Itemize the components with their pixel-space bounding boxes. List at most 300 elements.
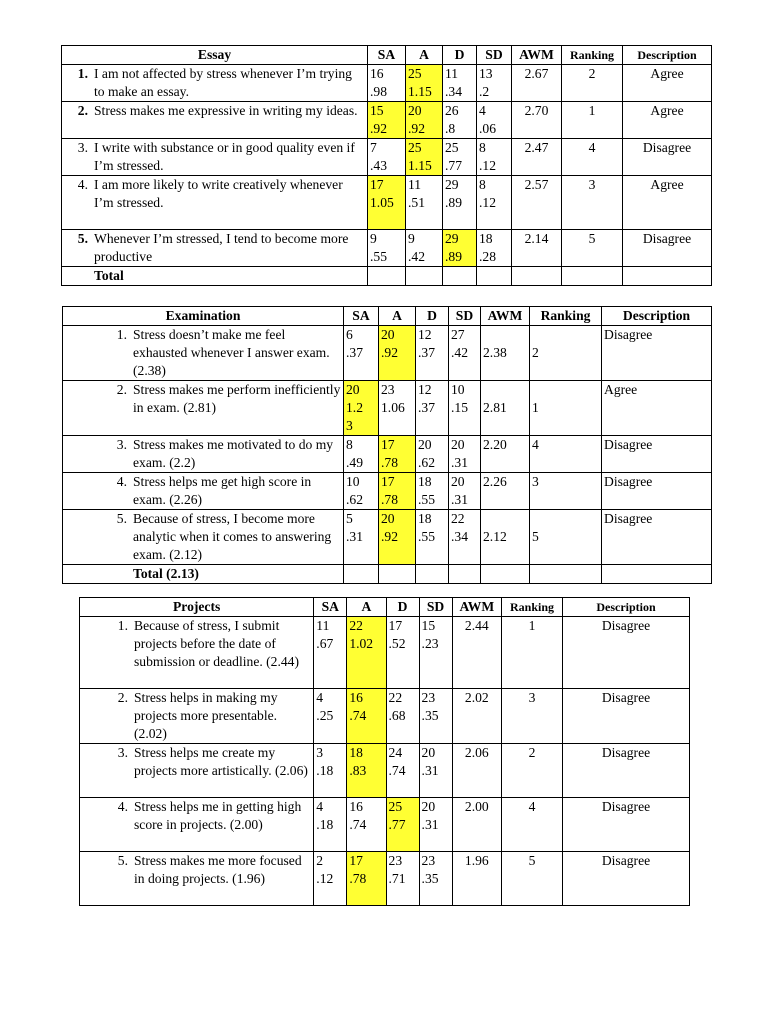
d-count: 26	[445, 103, 459, 118]
sd-count: 20	[451, 437, 465, 452]
d-cell	[416, 326, 449, 381]
sa-weighted: .37	[346, 345, 363, 360]
a-cell	[347, 852, 386, 906]
a-cell	[347, 689, 386, 744]
sd-cell	[449, 381, 481, 436]
a-weighted: 1.06	[381, 400, 405, 415]
sa-cell	[314, 689, 347, 744]
sa-weighted: .43	[370, 158, 387, 173]
sd-weighted: .23	[421, 636, 439, 651]
a-weighted: .83	[349, 763, 367, 778]
a-count: 22	[349, 618, 363, 633]
description-value: Disagree	[562, 689, 689, 744]
sa-weighted: .55	[370, 249, 387, 264]
awm-value: 2.44	[452, 617, 502, 689]
col-header-description: Description	[623, 46, 712, 65]
table-header-row	[62, 46, 712, 65]
examination-table	[62, 306, 712, 584]
item-number: 4.	[116, 474, 127, 489]
col-header-d: D	[416, 307, 449, 326]
question-cell	[80, 689, 314, 744]
awm-value: 2.70	[512, 102, 562, 139]
ranking-value: 4	[502, 798, 563, 852]
sa-weighted: .12	[316, 871, 334, 886]
item-number: 4.	[117, 799, 128, 814]
item-number: 3.	[117, 745, 128, 760]
sa-weighted: .98	[370, 84, 387, 99]
col-header-sa: SA	[368, 46, 406, 65]
question-text: Stress helps in making my projects more presentable. (2.02)	[134, 690, 278, 741]
item-number: 1.	[116, 327, 127, 342]
question-text: I write with substance or in good quality even if I’m stressed.	[94, 140, 355, 173]
d-count: 12	[418, 382, 432, 397]
a-cell	[406, 65, 443, 102]
ranking-value: 3	[562, 176, 623, 230]
d-cell	[386, 798, 419, 852]
ranking-value: 2	[530, 326, 602, 381]
a-weighted: .42	[408, 249, 425, 264]
sa-count: 11	[316, 618, 330, 633]
a-count: 17	[349, 853, 363, 868]
description-value: Agree	[623, 102, 712, 139]
sd-cell	[477, 65, 512, 102]
table-row	[63, 436, 712, 473]
question-text: Because of stress, I become more analytic when it comes to answering exam. (2.12)	[133, 511, 332, 562]
d-count: 20	[418, 437, 432, 452]
col-header-awm: AWM	[481, 307, 530, 326]
sa-weighted: .31	[346, 529, 363, 544]
sd-count: 18	[479, 231, 493, 246]
a-weighted: .78	[381, 492, 398, 507]
question-text: Stress makes me more focused in doing projects. (1.96)	[134, 853, 302, 886]
sd-count: 10	[451, 382, 465, 397]
sd-cell	[419, 798, 452, 852]
description-value: Agree	[602, 381, 712, 436]
d-count: 22	[388, 690, 403, 705]
question-cell	[62, 139, 368, 176]
a-weighted: 1.02	[349, 636, 374, 651]
sa-weighted: .18	[316, 817, 334, 832]
d-weighted: .89	[445, 195, 462, 210]
description-value: Disagree	[602, 436, 712, 473]
question-text: Stress doesn’t make me feel exhausted whenever I answer exam. (2.38)	[133, 327, 330, 378]
sd-cell	[419, 852, 452, 906]
a-weighted: 1.15	[408, 158, 432, 173]
a-count: 17	[381, 474, 395, 489]
sd-count: 15	[421, 618, 436, 633]
ranking-value: 5	[530, 510, 602, 565]
col-header-description: Description	[562, 598, 689, 617]
sd-weighted: .35	[421, 708, 439, 723]
d-count: 18	[418, 474, 432, 489]
sa-cell	[368, 102, 406, 139]
d-cell	[416, 381, 449, 436]
d-count: 29	[445, 177, 459, 192]
d-cell	[386, 617, 419, 689]
question-text: Stress helps me create my projects more artistically. (2.06)	[134, 745, 308, 778]
sa-weighted: 1.05	[370, 195, 394, 210]
question-text: Whenever I’m stressed, I tend to become more productive	[94, 231, 349, 264]
ranking-value: 5	[502, 852, 563, 906]
sa-count: 9	[370, 231, 377, 246]
col-header-description: Description	[602, 307, 712, 326]
table-row	[62, 65, 712, 102]
sd-count: 20	[451, 474, 465, 489]
a-weighted: .78	[381, 455, 398, 470]
sd-count: 8	[479, 140, 486, 155]
sd-cell	[449, 436, 481, 473]
sd-cell	[477, 230, 512, 267]
sa-count: 4	[316, 799, 324, 814]
total-label: Total (2.13)	[63, 565, 344, 584]
sa-cell	[314, 744, 347, 798]
question-cell	[63, 436, 344, 473]
question-cell	[80, 798, 314, 852]
ranking-value: 4	[562, 139, 623, 176]
total-cell	[62, 267, 368, 286]
awm-value: 2.00	[452, 798, 502, 852]
col-header-awm: AWM	[452, 598, 502, 617]
table-row	[62, 176, 712, 230]
a-count: 20	[381, 511, 395, 526]
a-weighted: .78	[349, 871, 367, 886]
d-cell	[416, 436, 449, 473]
total-row	[63, 565, 712, 584]
col-header-ranking: Ranking	[502, 598, 563, 617]
d-count: 25	[445, 140, 459, 155]
a-count: 9	[408, 231, 415, 246]
d-count: 12	[418, 327, 432, 342]
sa-cell	[368, 65, 406, 102]
table-title: Essay	[62, 46, 368, 65]
a-cell	[347, 798, 386, 852]
a-count: 11	[408, 177, 422, 192]
sa-weighted: .92	[370, 121, 387, 136]
sa-cell	[314, 852, 347, 906]
d-cell	[386, 744, 419, 798]
sa-count: 4	[316, 690, 324, 705]
description-value: Agree	[623, 65, 712, 102]
sd-weighted: .31	[451, 455, 468, 470]
a-cell	[379, 473, 416, 510]
question-text: Stress helps me in getting high score in projects. (2.00)	[134, 799, 302, 832]
a-weighted: .74	[349, 708, 367, 723]
sa-weighted: .18	[316, 763, 334, 778]
sa-count: 20	[346, 382, 360, 397]
d-weighted: .52	[388, 636, 406, 651]
sd-count: 23	[421, 690, 436, 705]
item-number: 4.	[77, 177, 88, 192]
d-cell	[416, 510, 449, 565]
col-header-ranking: Ranking	[530, 307, 602, 326]
question-text: I am not affected by stress whenever I’m trying to make an essay.	[94, 66, 352, 99]
awm-value: 2.20	[481, 436, 530, 473]
sd-weighted: .35	[421, 871, 439, 886]
sa-weighted: .62	[346, 492, 363, 507]
d-weighted: .71	[388, 871, 406, 886]
d-count: 11	[445, 66, 459, 81]
awm-value: 2.67	[512, 65, 562, 102]
d-count: 17	[388, 618, 403, 633]
table-row	[62, 230, 712, 267]
sa-weighted: .25	[316, 708, 334, 723]
col-header-d: D	[443, 46, 477, 65]
sd-count: 20	[421, 745, 436, 760]
sa-cell	[314, 798, 347, 852]
a-cell	[347, 744, 386, 798]
sa-cell	[344, 381, 379, 436]
description-value: Disagree	[602, 510, 712, 565]
total-row	[62, 267, 712, 286]
sa-cell	[344, 510, 379, 565]
awm-value: 2.06	[452, 744, 502, 798]
table-row	[80, 744, 690, 798]
d-cell	[443, 176, 477, 230]
question-cell	[63, 381, 344, 436]
d-cell	[416, 473, 449, 510]
table-row	[80, 689, 690, 744]
sa-count: 10	[346, 474, 360, 489]
sd-weighted: .31	[421, 763, 439, 778]
a-count: 18	[349, 745, 363, 760]
col-header-a: A	[379, 307, 416, 326]
sa-weighted: .49	[346, 455, 363, 470]
ranking-value: 1	[502, 617, 563, 689]
question-cell	[63, 326, 344, 381]
sd-cell	[449, 510, 481, 565]
a-cell	[406, 176, 443, 230]
sa-weighted: .67	[316, 636, 334, 651]
ranking-value: 1	[562, 102, 623, 139]
sd-count: 27	[451, 327, 465, 342]
a-count: 25	[408, 140, 422, 155]
a-count: 25	[408, 66, 422, 81]
table-header-row	[80, 598, 690, 617]
sd-weighted: .42	[451, 345, 468, 360]
item-number: 2.	[117, 690, 128, 705]
question-cell	[62, 65, 368, 102]
d-cell	[443, 102, 477, 139]
description-value: Disagree	[623, 139, 712, 176]
item-number: 5.	[116, 511, 127, 526]
d-count: 25	[388, 799, 403, 814]
sd-count: 20	[421, 799, 436, 814]
ranking-value: 3	[530, 473, 602, 510]
table-row	[63, 473, 712, 510]
description-value: Agree	[623, 176, 712, 230]
a-cell	[347, 617, 386, 689]
sd-cell	[419, 617, 452, 689]
question-cell	[62, 102, 368, 139]
col-header-d: D	[386, 598, 419, 617]
table-title: Projects	[80, 598, 314, 617]
a-weighted: .92	[408, 121, 425, 136]
col-header-sd: SD	[477, 46, 512, 65]
sa-cell	[368, 139, 406, 176]
question-cell	[80, 852, 314, 906]
awm-value: 1.96	[452, 852, 502, 906]
table-header-row	[63, 307, 712, 326]
projects-table	[79, 597, 690, 906]
d-weighted: .34	[445, 84, 462, 99]
d-weighted: .37	[418, 400, 435, 415]
sa-count: 6	[346, 327, 353, 342]
awm-value: 2.38	[481, 326, 530, 381]
d-cell	[443, 139, 477, 176]
question-text: Stress makes me perform inefficiently in exam. (2.81)	[133, 382, 341, 415]
ranking-value: 5	[562, 230, 623, 267]
a-weighted: .74	[349, 817, 367, 832]
sd-cell	[419, 744, 452, 798]
a-weighted: .92	[381, 529, 398, 544]
d-weighted: .74	[388, 763, 406, 778]
sa-count: 17	[370, 177, 384, 192]
a-count: 20	[381, 327, 395, 342]
question-cell	[62, 176, 368, 230]
sd-count: 23	[421, 853, 436, 868]
a-cell	[379, 436, 416, 473]
sa-cell	[368, 176, 406, 230]
awm-value: 2.47	[512, 139, 562, 176]
question-cell	[80, 744, 314, 798]
essay-table	[61, 45, 712, 286]
awm-value: 2.14	[512, 230, 562, 267]
table-row	[80, 852, 690, 906]
sa-weighted: 1.2	[346, 400, 363, 415]
a-weighted: .51	[408, 195, 425, 210]
col-header-sd: SD	[419, 598, 452, 617]
col-header-a: A	[347, 598, 386, 617]
sa-count: 8	[346, 437, 353, 452]
awm-value: 2.57	[512, 176, 562, 230]
question-cell	[63, 473, 344, 510]
ranking-value: 3	[502, 689, 563, 744]
table-row	[62, 102, 712, 139]
a-cell	[379, 326, 416, 381]
sd-weighted: .12	[479, 195, 496, 210]
item-number: 2.	[77, 103, 88, 118]
d-count: 18	[418, 511, 432, 526]
awm-value: 2.26	[481, 473, 530, 510]
sa-cell	[344, 326, 379, 381]
item-number: 3.	[116, 437, 127, 452]
sa-count: 5	[346, 511, 353, 526]
sd-count: 22	[451, 511, 465, 526]
a-weighted: .92	[381, 345, 398, 360]
total-label: Total	[94, 268, 124, 283]
sd-weighted: .06	[479, 121, 496, 136]
question-text: I am more likely to write creatively whenever I’m stressed.	[94, 177, 343, 210]
description-value: Disagree	[562, 852, 689, 906]
item-number: 2.	[116, 382, 127, 397]
sd-weighted: .15	[451, 400, 468, 415]
question-text: Because of stress, I submit projects before the date of submission or deadline. (2.44)	[134, 618, 299, 669]
a-count: 17	[381, 437, 395, 452]
sa-cell	[344, 473, 379, 510]
a-cell	[406, 230, 443, 267]
d-weighted: .37	[418, 345, 435, 360]
a-count: 16	[349, 690, 363, 705]
sd-weighted: .28	[479, 249, 496, 264]
item-number: 5.	[77, 231, 88, 246]
d-weighted: .77	[445, 158, 462, 173]
ranking-value: 2	[562, 65, 623, 102]
d-cell	[443, 230, 477, 267]
sd-cell	[477, 102, 512, 139]
a-cell	[406, 102, 443, 139]
item-number: 1.	[117, 618, 128, 633]
item-number: 3.	[77, 140, 88, 155]
sd-count: 8	[479, 177, 486, 192]
sd-count: 13	[479, 66, 493, 81]
sd-weighted: .2	[479, 84, 490, 99]
d-weighted: .55	[418, 529, 435, 544]
sd-weighted: .34	[451, 529, 468, 544]
col-header-sd: SD	[449, 307, 481, 326]
a-weighted: 1.15	[408, 84, 432, 99]
sd-cell	[449, 326, 481, 381]
col-header-sa: SA	[344, 307, 379, 326]
d-count: 29	[445, 231, 459, 246]
col-header-a: A	[406, 46, 443, 65]
table-row	[63, 326, 712, 381]
question-text: Stress makes me motivated to do my exam. (2.2)	[133, 437, 334, 470]
d-cell	[386, 689, 419, 744]
sd-cell	[477, 139, 512, 176]
description-value: Disagree	[562, 798, 689, 852]
table-row	[62, 139, 712, 176]
sd-weighted: .12	[479, 158, 496, 173]
d-weighted: .89	[445, 249, 462, 264]
col-header-awm: AWM	[512, 46, 562, 65]
sa-count: 16	[370, 66, 384, 81]
description-value: Disagree	[602, 326, 712, 381]
description-value: Disagree	[562, 617, 689, 689]
awm-value: 2.12	[481, 510, 530, 565]
question-cell	[62, 230, 368, 267]
sa-weighted-wrap: 3	[346, 418, 353, 433]
sd-count: 4	[479, 103, 486, 118]
awm-value: 2.81	[481, 381, 530, 436]
table-row	[63, 510, 712, 565]
d-cell	[386, 852, 419, 906]
d-count: 23	[388, 853, 403, 868]
sa-cell	[314, 617, 347, 689]
sa-count: 2	[316, 853, 324, 868]
col-header-ranking: Ranking	[562, 46, 623, 65]
ranking-value: 2	[502, 744, 563, 798]
d-cell	[443, 65, 477, 102]
sd-cell	[449, 473, 481, 510]
description-value: Disagree	[623, 230, 712, 267]
sd-weighted: .31	[421, 817, 439, 832]
d-weighted: .8	[445, 121, 456, 136]
ranking-value: 1	[530, 381, 602, 436]
d-weighted: .77	[388, 817, 406, 832]
sa-count: 15	[370, 103, 384, 118]
question-text: Stress makes me expressive in writing my ideas.	[94, 103, 358, 118]
question-cell	[63, 510, 344, 565]
table-row	[80, 798, 690, 852]
sa-count: 7	[370, 140, 377, 155]
item-number: 5.	[117, 853, 128, 868]
ranking-value: 4	[530, 436, 602, 473]
question-cell	[80, 617, 314, 689]
sd-weighted: .31	[451, 492, 468, 507]
d-weighted: .55	[418, 492, 435, 507]
question-text: Stress helps me get high score in exam. (2.26)	[133, 474, 312, 507]
a-count: 20	[408, 103, 422, 118]
